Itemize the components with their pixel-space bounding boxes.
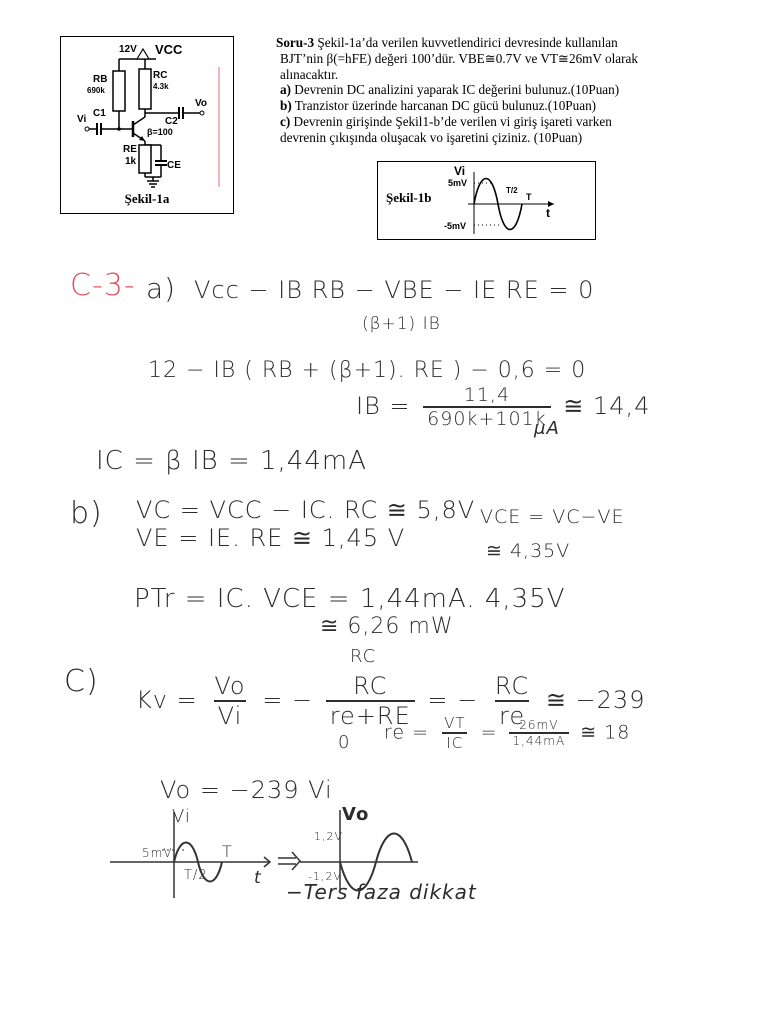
sketch-vo-label: Vo — [342, 804, 370, 825]
ic-result: IC = β IB = 1,44mA — [96, 446, 368, 476]
rc-resistor — [139, 69, 151, 109]
ie-substitution: (β+1) IB — [362, 314, 441, 334]
re-value: 1k — [125, 156, 137, 167]
part-c-text-1: Devrenin girişinde Şekil1-b’de verilen vi giriş işareti varken — [290, 113, 612, 129]
inverse-phase-note: −Ters faza dikkat — [286, 880, 477, 904]
sketch-t-label: T — [222, 842, 233, 861]
ib-denominator: 690k+101k — [423, 406, 550, 430]
rc-value: 4.3k — [153, 82, 169, 91]
vo-relation: Vo = −239 Vi — [160, 776, 333, 804]
gain-result: ≅ −239 — [545, 686, 646, 714]
c2-label: C2 — [165, 116, 178, 127]
ib-result: ≅ 14,4 — [563, 392, 651, 420]
ve-equation: VE = IE. RE ≅ 1,45 V — [136, 524, 406, 552]
circuit-schematic — [61, 37, 233, 213]
question-intro-1: Şekil-1a’da verilen kuvvetlendirici devresinde kullanılan — [314, 35, 618, 50]
ib-lhs: IB = — [356, 392, 411, 420]
gain-re-sum: re+RE — [326, 700, 415, 730]
re-calc — [384, 714, 630, 752]
figure-1b-axis-label: t — [546, 206, 550, 220]
figure-1a-caption: Şekil-1a — [124, 191, 170, 206]
figure-1b-neg-label: -5mV — [444, 221, 467, 231]
part-c-label: c) — [280, 113, 291, 129]
ib-unit: μA — [534, 418, 560, 439]
re-den-2: 1,44mA — [509, 732, 570, 748]
rb-resistor — [113, 71, 125, 111]
c1-label: C1 — [93, 108, 106, 119]
figure-1b-t-label: T — [526, 192, 532, 202]
figure-1b-thalf-label: T/2 — [506, 186, 518, 195]
figure-1b-vi-label: Vi — [454, 164, 466, 178]
question-intro-3: alınacaktır. — [280, 66, 339, 82]
part-c-marker: C) — [64, 664, 99, 699]
gain-rc-2: RC — [494, 672, 530, 700]
sketch-vi-label: Vi — [172, 806, 191, 827]
re-lhs: re = — [384, 721, 430, 744]
part-b-label: b) — [280, 98, 292, 114]
gain-eq-1: = − — [262, 686, 314, 714]
re-den-1: IC — [442, 732, 467, 752]
rb-label: RB — [93, 74, 108, 85]
part-b-text: Tranzistor üzerinde harcanan DC gücü bulunuz.(10Puan) — [291, 98, 597, 114]
gain-eq-2: = − — [427, 686, 479, 714]
re-num-2: 26mV — [519, 718, 559, 732]
part-c-text-2: devrenin çıkışında oluşacak vo işaretini çiziniz. (10Puan) — [280, 129, 583, 145]
re-eq: = — [480, 721, 498, 744]
sketch-pos-label: 1,2V — [314, 830, 344, 843]
re-num-1: VT — [444, 714, 466, 732]
ce-label: CE — [167, 160, 181, 171]
gain-vo-vi-fraction — [210, 672, 249, 730]
ib-equation: 12 − IB ( RB + (β+1). RE ) − 0,6 = 0 — [148, 358, 587, 383]
re-resistor — [139, 145, 151, 173]
vc-equation: VC = VCC − IC. RC ≅ 5,8V — [136, 496, 476, 524]
vcc-value: 12V — [119, 44, 137, 55]
power-result: ≅ 6,26 mW — [320, 614, 454, 639]
figure-1b-caption: Şekil-1b — [386, 190, 432, 205]
re-label: RE — [123, 144, 137, 155]
part-a-marker: a) — [146, 272, 177, 305]
vo-label: Vo — [195, 98, 208, 109]
part-b-marker: b) — [70, 496, 103, 531]
solution-header: C-3- — [70, 268, 136, 303]
gain-rc-above: RC — [350, 646, 377, 667]
question-intro-2: BJT’nin β(=hFE) değeri 100’dür. VBE≅0.7V ve VT≅26mV olarak — [280, 50, 638, 66]
question-title: Soru-3 — [276, 35, 315, 50]
ib-calc — [356, 384, 650, 430]
gain-re-2: re — [495, 700, 529, 730]
vce-result: ≅ 4,35V — [486, 540, 571, 562]
gain-vi: Vi — [214, 700, 247, 730]
sketch-5mv-label: 5mV — [142, 846, 173, 860]
sketch-neg-label: -1,2V — [308, 870, 342, 883]
kvl-equation: Vcc − IB RB − VBE − IE RE = 0 — [194, 276, 595, 304]
beta-label: β=100 — [147, 127, 173, 137]
gain-lhs: Kv = — [136, 686, 198, 714]
figure-1b-pos-label: 5mV — [448, 178, 468, 188]
part-a-label: a) — [280, 82, 291, 98]
vcc-label: VCC — [155, 42, 183, 57]
rb-value: 690k — [87, 86, 105, 95]
re-fraction-2 — [509, 718, 570, 748]
ib-numerator: 11,4 — [463, 384, 511, 406]
gain-rc: RC — [353, 672, 388, 700]
rc-label: RC — [153, 70, 168, 81]
figure-1b-waveform — [377, 161, 596, 240]
re-zero-label: 0 — [338, 732, 351, 753]
power-equation: PTr = IC. VCE = 1,44mA. 4,35V — [134, 584, 566, 614]
sketch-thalf-label: T/2 — [184, 868, 208, 883]
re-fraction-1 — [440, 714, 469, 752]
question-text — [276, 35, 696, 146]
part-a-text: Devrenin DC analizini yaparak IC değerini bulunuz.(10Puan) — [291, 82, 620, 98]
vce-definition: VCE = VC−VE — [480, 506, 625, 528]
re-result: ≅ 18 — [580, 721, 631, 744]
figure-1a-circuit — [60, 36, 234, 214]
sketch-t-axis-label: t — [254, 868, 262, 888]
vi-label: Vi — [77, 114, 87, 125]
gain-vo: Vo — [214, 672, 246, 700]
ib-fraction — [423, 384, 550, 430]
